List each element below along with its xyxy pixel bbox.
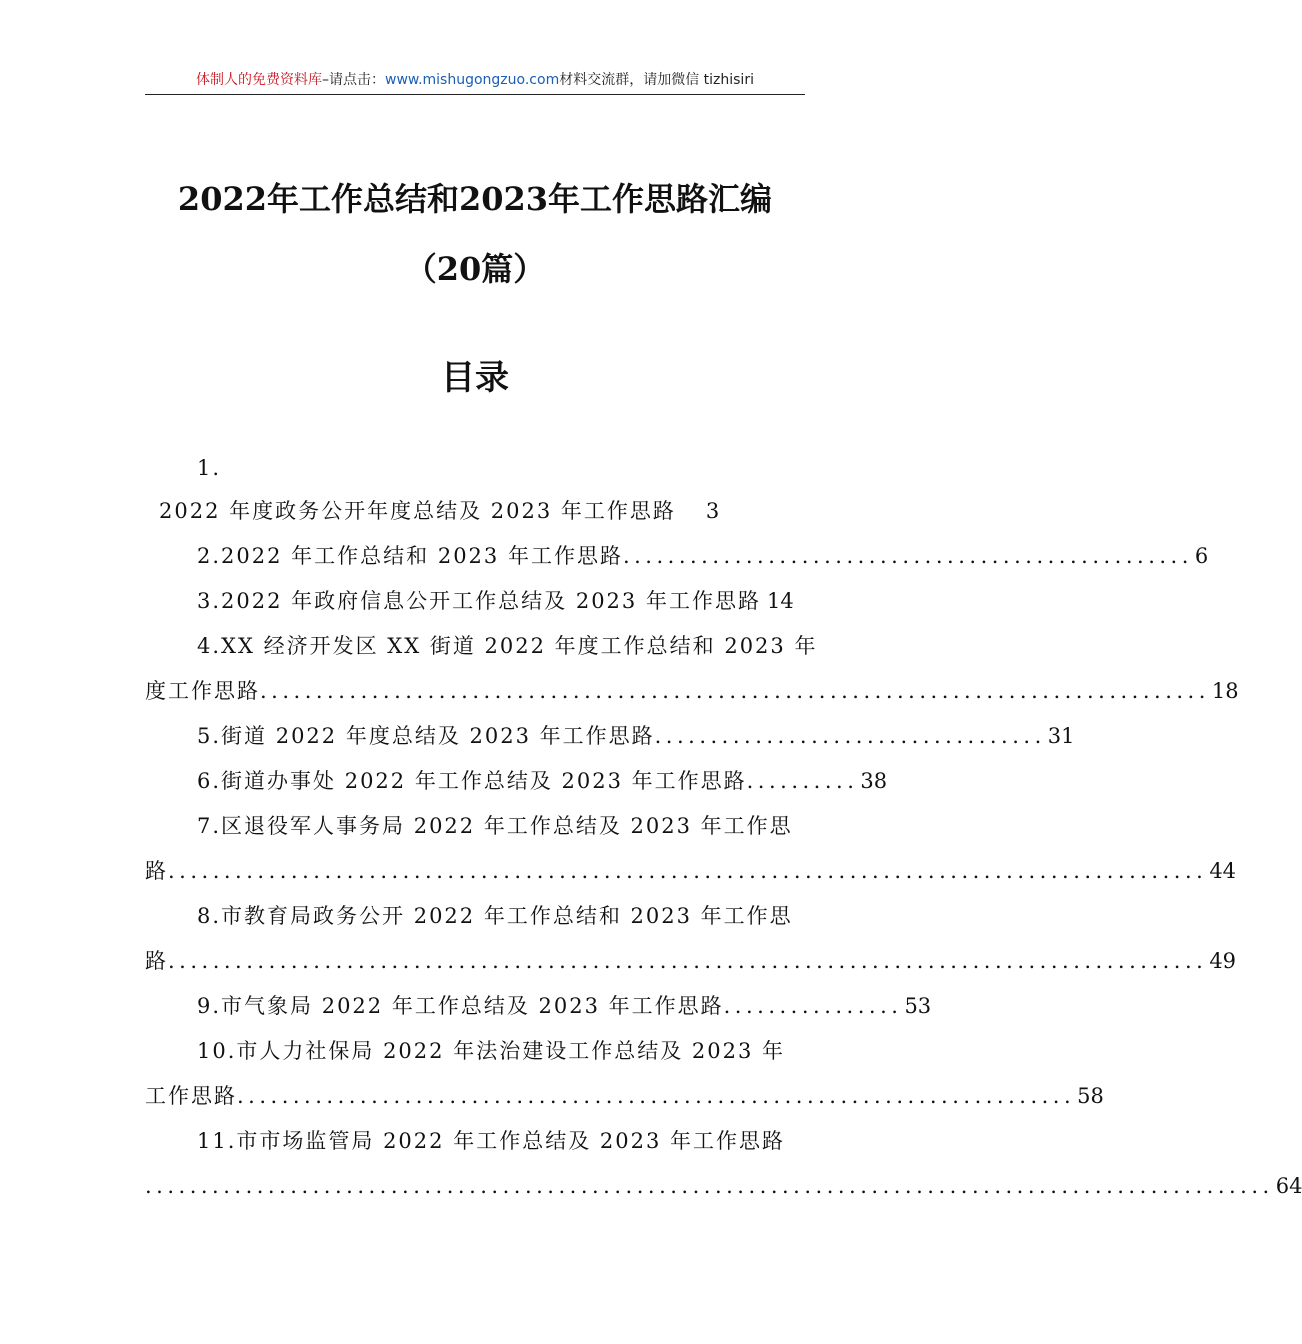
toc-entry-9[interactable]	[145, 990, 932, 1022]
toc-entry-3[interactable]	[145, 585, 807, 617]
toc-entry-8-leader: .............................................................................................	[168, 949, 1208, 973]
toc-entry-5-page: 31	[1047, 724, 1075, 748]
toc-entry-6-title: 6.街道办事处 2022 年工作总结及 2023 年工作思路	[197, 769, 747, 793]
toc-entry-10-cont[interactable]	[145, 1080, 1104, 1112]
header-url-link[interactable]: www.mishugongzuo.com	[385, 72, 560, 88]
toc-entry-1-number: 1.	[197, 456, 222, 480]
toc-entry-2-page: 6	[1194, 544, 1209, 568]
toc-entry-6-leader: ..........	[746, 769, 859, 793]
toc-entry-8-cont[interactable]	[145, 945, 1237, 977]
toc-entry-8[interactable]	[145, 900, 807, 932]
toc-entry-4-page: 18	[1211, 679, 1239, 703]
toc-entry-7-cont[interactable]	[145, 855, 1237, 887]
toc-heading: 目录	[441, 358, 509, 398]
toc-entry-4[interactable]	[145, 630, 818, 662]
toc-entry-10[interactable]	[145, 1035, 807, 1067]
toc-entry-7-title-a: 7.区退役军人事务局 2022 年工作总结及 2023 年工作思	[197, 814, 793, 838]
toc-entry-7-leader: .............................................................................................	[168, 859, 1208, 883]
toc-entry-10-title-b: 工作思路	[145, 1084, 237, 1108]
toc-entry-3-page: 14	[766, 589, 794, 613]
toc-entry-5-title: 5.街道 2022 年度总结及 2023 年工作思路	[197, 724, 655, 748]
toc-entry-11-title-a: 11.市市场监管局 2022 年工作总结及 2023 年工作思路	[197, 1129, 785, 1153]
toc-entry-11-cont[interactable]	[145, 1170, 1302, 1202]
toc-entry-7-title-b: 路	[145, 859, 168, 883]
toc-entry-10-title-a: 10.市人力社保局 2022 年法治建设工作总结及 2023 年	[197, 1039, 785, 1063]
toc-entry-9-page: 53	[904, 994, 932, 1018]
toc-entry-7-page: 44	[1209, 859, 1237, 883]
toc-entry-6-page: 38	[860, 769, 888, 793]
toc-entry-1[interactable]	[145, 495, 807, 527]
toc-entry-5[interactable]	[145, 720, 1075, 752]
toc-entry-8-title-b: 路	[145, 949, 168, 973]
toc-entry-7[interactable]	[145, 810, 807, 842]
header-prompt: –请点击：	[322, 72, 386, 88]
toc-entry-3-title: 3.2022 年政府信息公开工作总结及 2023 年工作思路	[197, 589, 761, 613]
toc-entry-11[interactable]	[145, 1125, 807, 1157]
header-tail: 材料交流群，请加微信 tizhisiri	[559, 72, 754, 88]
toc-entry-4-title-a: 4.XX 经济开发区 XX 街道 2022 年度工作总结和 2023 年	[197, 634, 818, 658]
toc-entry-2-title: 2.2022 年工作总结和 2023 年工作思路	[197, 544, 623, 568]
toc-entry-4-leader: .....................................................................................	[260, 679, 1210, 703]
header-brand: 体制人的免费资料库	[196, 72, 323, 88]
toc-entry-11-leader: .....................................................................................................	[145, 1174, 1274, 1198]
toc-entry-4-cont[interactable]	[145, 675, 1239, 707]
toc-entry-8-page: 49	[1209, 949, 1237, 973]
toc-entry-4-title-b: 度工作思路	[145, 679, 260, 703]
page-header-banner	[145, 66, 805, 95]
toc-entry-1-number-line[interactable]	[145, 452, 807, 484]
document-title-line1: 2022年工作总结和2023年工作思路汇编	[177, 180, 773, 218]
toc-entry-10-leader: ...........................................................................	[237, 1084, 1076, 1108]
toc-entry-11-page: 64	[1275, 1174, 1302, 1198]
toc-entry-10-page: 58	[1077, 1084, 1104, 1108]
toc-entry-9-leader: ................	[723, 994, 903, 1018]
toc-entry-9-title: 9.市气象局 2022 年工作总结及 2023 年工作思路	[197, 994, 724, 1018]
toc-entry-8-title-a: 8.市教育局政务公开 2022 年工作总结和 2023 年工作思	[197, 904, 793, 928]
toc-entry-2[interactable]	[145, 540, 1209, 572]
toc-entry-6[interactable]	[145, 765, 888, 797]
toc-entry-1-page: 3	[705, 499, 720, 523]
toc-entry-2-leader: ...................................................	[622, 544, 1193, 568]
toc-entry-5-leader: ...................................	[654, 724, 1046, 748]
document-title-line2: （20篇）	[404, 250, 546, 288]
toc-entry-1-title: 2022 年度政务公开年度总结及 2023 年工作思路	[159, 499, 676, 523]
